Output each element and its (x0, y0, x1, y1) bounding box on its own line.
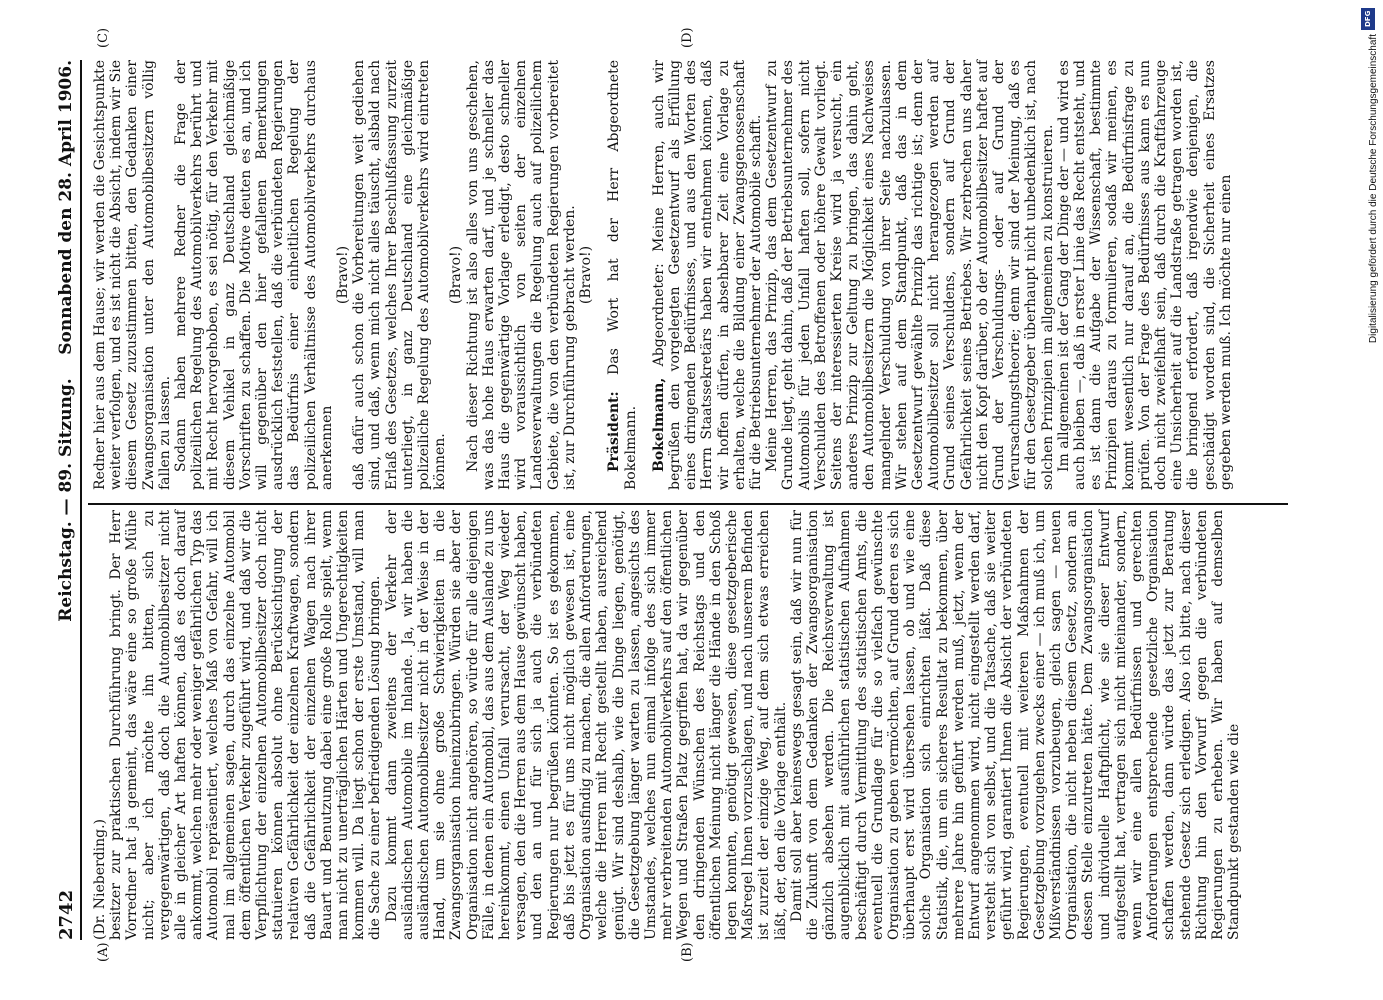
paragraph: Damit soll aber keineswegs gesagt sein, daß wir nun für die Zukunft von dem Gedanken der Zwangsorganisation gänzlich absehen werden. Die Reichsverwaltung ist augenblicklich mit ausführlichen statistischen Aufnahmen beschäftigt durch Vermittlung des statistischen Amts, die eventuell die Grundlage für die so vielfach gewünschte Organisation zu geben vermöchten, auf Grund deren es sich überhaupt erst wird übersehen lassen, ob und wie eine solche Organisation sich einrichten läßt. Daß diese Statistik, die, um ein sicheres Resultat zu bekommen, über mehrere Jahre hin geführt werden muß, jetzt, wenn der Entwurf angenommen wird, nicht eingestellt werden darf, versteht sich von selbst, und die Tatsache, daß sie weiter geführt wird, garantiert Ihnen die Absicht der verbündeten Regierungen, eventuell mit weiteren Maßnahmen der Gesetzgebung vorzugehen zwecks einer — ich muß ich, um Mißverständnissen vorzubeugen, gleich sagen — neuen Organisation, die nicht neben diesem Gesetz, sondern an dessen Stelle einzutreten hätte. Dem Zwangsorganisation und individuelle Haftpflicht, wie sie dieser Entwurf aufgestellt hat, vertragen sich nicht miteinander, sondern, wenn wir eine allen Bedürfnissen und gerechten Anforderungen entsprechende gesetzliche Organisation schaffen werden, dann würde das jetzt zur Beratung stehende Gesetz sich erledigen. Also ich bitte, nach dieser Richtung hin den Vorwurf gegen die verbündeten Regierungen zu erheben. Wir haben auf demselben Standpunkt gestanden wie die (788, 510, 1243, 940)
paragraph: Nach dieser Richtung ist also alles von uns geschehen, was das hohe Haus erwarten darf, und je schneller das Haus die gegenwärtige Vorlage erledigt, desto schneller wird voraussichtlich von seiten der einzelnen Landesverwaltungen die Regelung auch auf polizeilichem Gebiete, die von den verbündeten Regierungen vorbereitet ist, zur Durchführung gebracht werden. (464, 60, 578, 490)
paragraph: Sodann haben mehrere Redner die Frage der polizeilichen Regelung des Automobilverkehrs berührt und mit Recht hervorgehoben, es sei nötig, für den Verkehr mit diesem Vehikel in ganz Deutschland gleichmäßige Vorschriften zu schaffen. Die Motive deuten es an, und ich will gegenüber den hier gefallenen Bemerkungen ausdrücklich feststellen, daß die verbündeten Regierungen das Bedürfnis einer einheitlichen Regelung der polizeilichen Verhältnisse des Automobilverkehrs durchaus anerkennen (173, 60, 335, 490)
paragraph: Meine Herren, das Prinzip, das dem Gesetzentwurf zu Grunde liegt, geht dahin, daß der Betriebsunternehmer des Automobils für jeden Unfall haften soll, sofern nicht Verschulden des Betroffenen oder höhere Gewalt vorliegt. Seitens der interessierten Kreise wird ja versucht, ein anderes Prinzip zur Geltung zu bringen, das dahin geht, den Automobilbesitzern die Möglichkeit eines Nachweises mangelnder Verschuldung von ihrer Seite nachzulassen. Wir stehen auf dem Standpunkt, daß das in dem Gesetzentwurf gewählte Prinzip das richtige ist; denn der Automobilbesitzer soll nicht herangezogen werden auf Grund seines Verschuldens, sondern auf Grund der Gefährlichkeit seines Betriebes. Wir zerbrechen uns daher nicht den Kopf darüber, ob der Automobilbesitzer haftet auf Grund der Verschuldungs- oder auf Grund der Verursachungstheorie; denn wir sind der Meinung, daß es für den Gesetzgeber überhaupt nicht unbedenklich ist, nach solchen Prinzipien im allgemeinen zu konstruieren. (764, 60, 1056, 490)
margin-marker-d: (D) (680, 27, 695, 48)
president-text: Das Wort hat der Herr Abgeordnete Bokelmann. (606, 60, 639, 490)
right-column (92, 60, 1234, 490)
paragraph: besitzer zur praktischen Durchführung bringt. Der Herr Vorredner hat ja gemeint, das wäre eine so große Mühe nicht; aber ich möchte ihn bitten, sich zu vergegenwärtigen, daß doch die Automobilbesitzer nicht alle in gleicher Art haften können, daß es doch darauf ankommt, welchen mehr oder weniger gefährlichen Typ das Automobil repräsentiert, welches Maß von Gefahr, will ich mal im allgemeinen sagen, durch das einzelne Automobil dem öffentlichen Verkehr zugeführt wird, und daß wir die Verpflichtung der einzelnen Automobilbesitzer doch nicht statuieren können absolut ohne Berücksichtigung der relativen Gefährlichkeit der einzelnen Kraftwagen, sondern daß die Gefährlichkeit der einzelnen Wagen nach ihrer Bauart und Benutzung dabei eine große Rolle spielt, wenn man nicht zu unerträglichen Härten und Ungerechtigkeiten kommen will. Da liegt schon der erste Umstand, will man die Sache zu einer befriedigenden Lösung bringen. (108, 510, 384, 940)
paragraph: Im allgemeinen ist der Gang der Dinge der — und wird es auch bleiben —, daß in erster Linie das Recht entsteht, und es ist dann die Aufgabe der Wissenschaft, bestimmte Prinzipien daraus zu formulieren, sodaß wir meinen, es kommt wesentlich nur darauf an, die Bedürfnisfrage zu prüfen. Von der Frage des Bedürfnisses aus kann es nun doch nicht zweifelhaft sein, daß durch die Kraftfahrzeuge eine Unsicherheit auf die Landstraße getragen worden ist, die bringend erfordert, daß irgendwie denjenigen, die geschädigt worden sind, die Sicherheit eines Ersatzes gegeben werden muß. Ich möchte nur einen (1055, 60, 1234, 490)
page-number: 2742 (56, 889, 77, 940)
paragraph: Dazu kommt dann zweitens der Verkehr der ausländischen Automobile im Inlande. Ja, wir haben die ausländischen Automobilbesitzer nicht in der Weise in der Hand, um sie ohne große Schwierigkeiten in die Zwangsorganisation hineinzubringen. Würden sie aber der Organisation nicht angehören, so würde für alle diejenigen Fälle, in denen ein Automobil, das aus dem Auslande zu uns hereinkommt, einen Unfall verursacht, der Weg wieder versagen, den die Herren aus dem Hause gewünscht haben, und den an und für sich ja auch die verbündeten Regierungen nur begrüßen könnten. So ist es gekommen, daß bis jetzt es für uns nicht möglich gewesen ist, eine Organisation ausfindig zu machen, die allen Anforderungen, welche die Herren mit Recht gestellt haben, ausreichend genügt. Wir sind deshalb, wie die Dinge liegen, genötigt, die Gesetzgebung länger warten zu lassen, angesichts des Umstandes, welches nun einmal infolge des sich immer mehr verbreitenden Automobilverkehrs auf den öffentlichen Wegen und Straßen Platz gegriffen hat, da wir gegenüber den dringenden Wünschen des Reichstags und den öffentlichen Meinung nicht länger die Hände in den Schoß legen konnten, genötigt gewesen, diese gesetzgeberische Maßregel Ihnen vorzuschlagen, und nach unserem Befinden ist zurzeit der einzige Weg, auf dem sich etwas erreichen läßt, der, den die Vorlage enthält. (383, 510, 789, 940)
paragraph: daß dafür auch schon die Vorbereitungen weit gediehen sind, und daß, wenn mich nicht alles täuscht, alsbald nach Erlaß des Gesetzes, welches Ihrer Beschlußfassung zurzeit unterliegt, in ganz Deutschland eine gleichmäßige polizeiliche Regelung des Automobilverkehrs wird eintreten können. (351, 60, 449, 490)
speaker-role: Abgeordneter: (650, 263, 667, 367)
speaker-name: Bokelmann, (650, 377, 667, 472)
header-date: Sonnabend den 28. April 1906. (56, 60, 76, 355)
margin-marker-b: (B) (680, 942, 695, 962)
page-header (52, 60, 82, 940)
dfg-credit: Digitalisierung gefördert durch die Deutsche Forschungsgemeinschaft (1368, 34, 1379, 344)
president-label: Präsident: (606, 391, 623, 472)
paragraph: Redner hier aus dem Hause; wir werden die Gesichtspunkte weiter verfolgen, und es ist nicht die Absicht, indem wir Sie diesem Gesetz zuzustimmen bitten, den Gedanken einer Zwangsorganisation unter den Automobilbesitzern völlig fallen zu lassen. (92, 60, 173, 490)
dfg-logo: DFG (1361, 8, 1375, 30)
left-column (92, 510, 1242, 940)
applause-note: (Bravo!) (578, 245, 595, 305)
column-divider (88, 503, 1288, 505)
paragraph: Meine Herren, auch wir begrüßen den vorgelegten Gesetzentwurf als Erfüllung eines dringenden Bedürfnisses, und aus den Worten des Herrn Staatssekretärs haben wir entnehmen können, daß wir hoffen dürfen, in absehbarer Zeit eine Vorlage zu erhalten, welche die Bildung einer Zwangsgenossenschaft für die Betriebsunternehmer der Automobile schafft. (650, 60, 764, 490)
margin-marker-c: (C) (96, 27, 111, 48)
speaker-intro (651, 60, 764, 490)
speaker-tag: (Dr. Nieberding.) (92, 818, 108, 940)
president-line (606, 60, 638, 490)
applause-note: (Bravo!) (335, 245, 352, 305)
margin-marker-a: (A) (96, 942, 111, 962)
applause-note: (Bravo!) (448, 245, 465, 305)
header-title: Reichstag. — 89. Sitzung. (56, 378, 76, 622)
